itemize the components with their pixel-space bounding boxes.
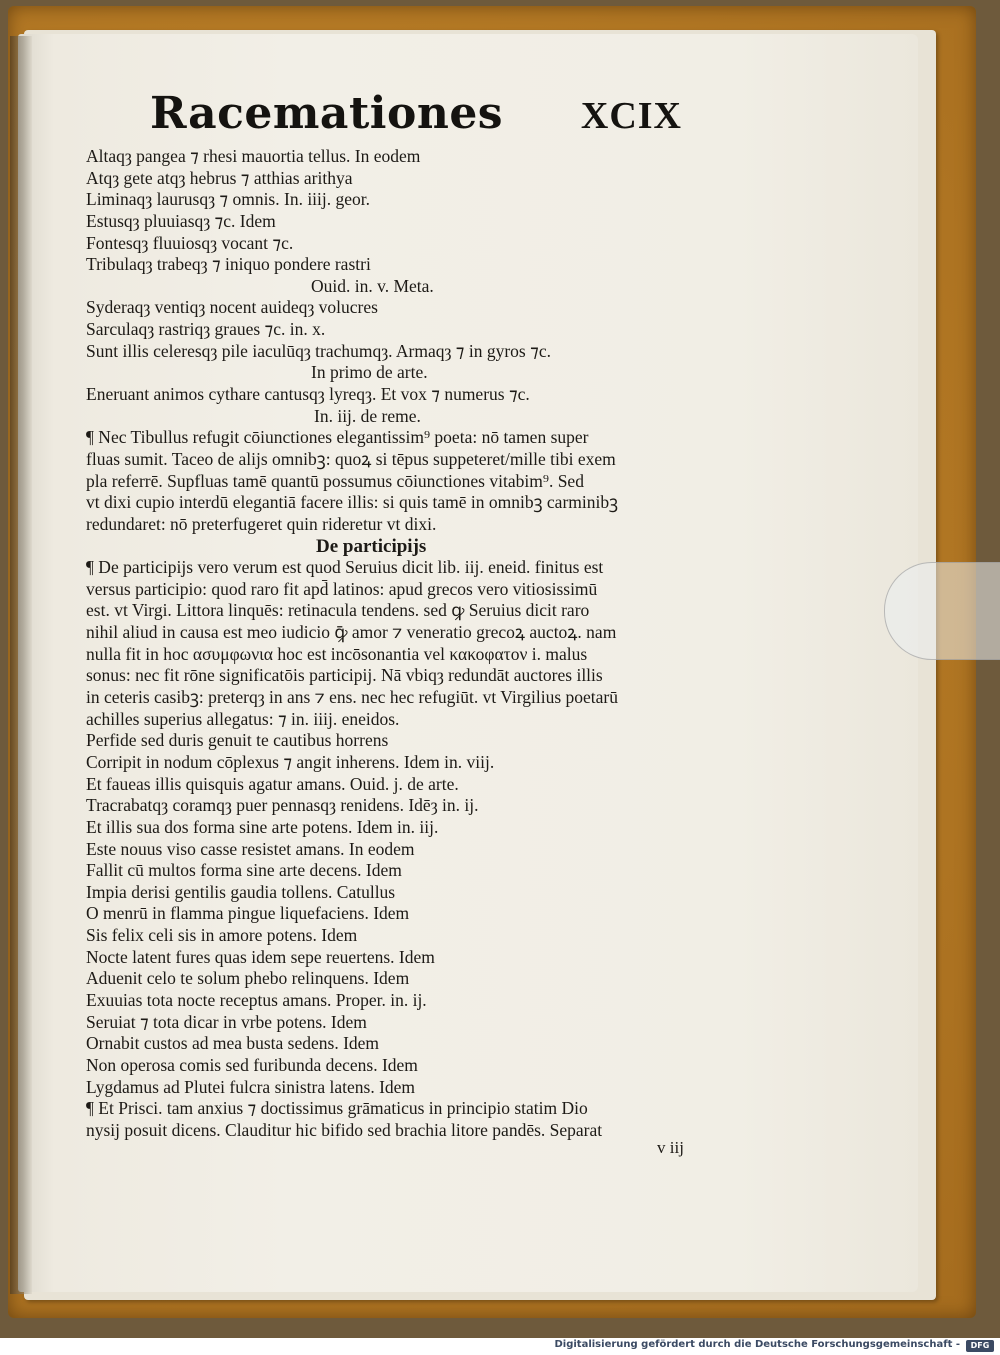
text-line: Altaqȝ pangea ⁊ rhesi mauortia tellus. In eodem (86, 146, 421, 166)
text-line: Seruiat ⁊ tota dicar in vrbe potens. Idem (86, 1011, 367, 1032)
text-line: Impia derisi gentilis gaudia tollens. Catullus (86, 881, 396, 902)
text-line: achilles superius allegatus: ⁊ in. iiij. eneidos. (86, 708, 400, 729)
text-line: Syderaqȝ ventiqȝ nocent auideqȝ volucres (86, 297, 378, 318)
text-line: Exuuias tota nocte receptus amans. Proper. in. ij. (86, 989, 427, 1010)
running-title: Racemationes (150, 88, 504, 139)
footer-bar (0, 1338, 1000, 1355)
text-block (86, 146, 756, 1141)
text-line: Sis felix celi sis in amore potens. Idem (86, 925, 358, 946)
text-line: In primo de arte. (311, 362, 428, 383)
text-line: O menrū in flamma pingue liquefaciens. Idem (86, 903, 410, 924)
folio-number: XCIX (580, 95, 682, 137)
text-line: ¶ Et Prisci. tam anxius ⁊ doctissimus grāmaticus in principio statim Dio (86, 1098, 588, 1119)
page-clip (884, 562, 1000, 660)
signature-mark: v iij (657, 1138, 684, 1157)
text-line: Et faueas illis quisquis agatur amans. Ouid. j. de arte. (86, 773, 459, 794)
text-line: Liminaqȝ laurusqȝ ⁊ omnis. In. iiij. geor. (86, 189, 371, 210)
text-line: Este nouus viso casse resistet amans. In eodem (86, 838, 415, 859)
text-line: Lygdamus ad Plutei fulcra sinistra latens. Idem (86, 1076, 416, 1097)
text-line: In. iij. de reme. (314, 405, 421, 426)
text-line: vt dixi cupio interdū elegantiā facere illis: si quis tamē in omnibꝫ carminibꝫ (86, 492, 619, 513)
text-line: Aduenit celo te solum phebo relinquens. Idem (86, 968, 410, 989)
footer-credit: Digitalisierung gefördert durch die Deutsche Forschungsgemeinschaft - (554, 1339, 960, 1350)
text-line: Fontesqȝ fluuiosqȝ vocant ⁊c. (86, 232, 294, 253)
text-line: Et illis sua dos forma sine arte potens. Idem in. iij. (86, 816, 439, 837)
text-line: Tracrabatqȝ coramqȝ puer pennasqȝ renidens. Idēȝ in. ij. (86, 795, 479, 816)
text-line: Corripit in nodum cōplexus ⁊ angit inherens. Idem in. viij. (86, 751, 495, 772)
text-line: ¶ De participijs vero verum est quod Seruius dicit lib. iij. eneid. finitus est (86, 557, 604, 578)
text-line: Estusqȝ pluuiasqȝ ⁊c. Idem (86, 210, 276, 231)
spine-gutter (10, 36, 32, 1294)
text-line: versus participio: quod raro fit apd̄ latinos: apud grecos vero vitiosissimū (86, 578, 598, 599)
text-line: Non operosa comis sed furibunda decens. Idem (86, 1054, 418, 1075)
text-line: Tribulaqȝ trabeqȝ ⁊ iniquo pondere rastri (86, 254, 371, 275)
section-heading: De participijs (316, 535, 427, 557)
text-line: nihil aliud in causa est meo iudicio ꝙ̄ amor ⁊ veneratio grecoꝝ auctoꝝ. nam (86, 622, 617, 643)
text-line: nysij posuit dicens. Clauditur hic bifido sed brachia litore pandēs. Separat (86, 1119, 603, 1140)
text-line: Nocte latent fures quas idem sepe reuertens. Idem (86, 946, 435, 967)
dfg-logo: DFG (966, 1340, 994, 1352)
text-line: pla referrē. Supfluas tamē quantū possumus cōiunctiones vitabim⁹. Sed (86, 470, 584, 491)
text-line: Eneruant animos cythare cantusqȝ lyreqȝ. Et vox ⁊ numerus ⁊c. (86, 384, 530, 405)
text-line: in ceteris casibꝫ: preterqȝ in ans ⁊ ens. nec hec refugiūt. vt Virgilius poetarū (86, 687, 618, 708)
text-line: est. vt Virgi. Littora linquēs: retinacula tendens. sed ꝙ Seruius dicit raro (86, 600, 590, 621)
text-line: Perfide sed duris genuit te cautibus horrens (86, 730, 389, 751)
text-line: nulla fit in hoc ασυμφωνια hoc est incōsonantia vel κακοφατον i. malus (86, 643, 588, 664)
text-line: ¶ Nec Tibullus refugit cōiunctiones elegantissim⁹ poeta: nō tamen super (86, 427, 589, 448)
text-line: Sunt illis celeresqȝ pile iaculūqȝ trachumqȝ. Armaqȝ ⁊ in gyros ⁊c. (86, 340, 551, 361)
text-line: Fallit cū multos forma sine arte decens. Idem (86, 860, 402, 881)
text-line: Atqȝ gete atqȝ hebrus ⁊ atthias arithya (86, 167, 353, 188)
text-line: fluas sumit. Taceo de alijs omnibꝫ: quoꝝ si tēpus suppeteret/mille tibi exem (86, 448, 616, 469)
text-line: Ornabit custos ad mea busta sedens. Idem (86, 1033, 380, 1054)
text-line: Sarculaqȝ rastriqȝ graues ⁊c. in. x. (86, 319, 326, 340)
text-line: redundaret: nō preterfugeret quin rideretur vt dixi. (86, 513, 437, 534)
text-line: Ouid. in. v. Meta. (311, 275, 434, 296)
text-line: sonus: nec fit rōne significatōis participij. Nā vbiqȝ redundāt auctores illis (86, 665, 603, 686)
page-header (150, 88, 690, 146)
